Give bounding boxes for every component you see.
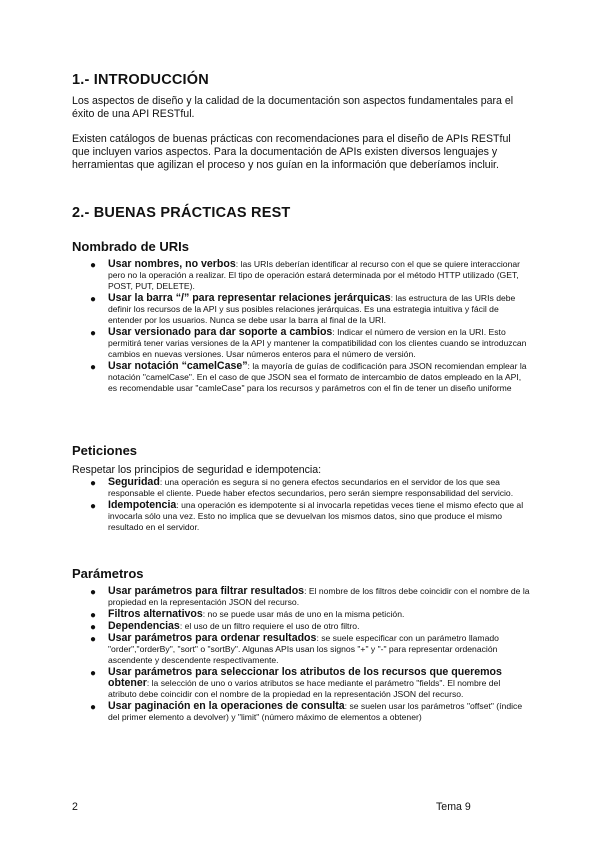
page-number: 2: [72, 801, 78, 813]
bullet-icon: ●: [90, 634, 97, 645]
list-item: ● Idempotencia: una operación es idempotente si al invocarla repetidas veces tiene el mismo efecto que al invocarla sólo una vez. Esto no implica que se devuelvan los mismos datos, sino que produce el mismo resultado en el servidor.: [90, 499, 524, 532]
bullet-icon: ●: [90, 610, 97, 621]
list-item: ● Dependencias: el uso de un filtro requiere el uso de otro filtro.: [90, 620, 360, 633]
uris-list: [72, 259, 530, 395]
bullet-icon: ●: [90, 622, 97, 633]
list-item: ● Usar parámetros para seleccionar los atributos de los recursos que queremos obtener: la selección de uno o varios atributos se hace mediante el parámetro "fields". El nombre del atributo debe coincidir con el nombre de la propiedad en la representación JSON del recurso.: [90, 666, 502, 699]
list-item: ● Seguridad: una operación es segura si no genera efectos secundarios en el servidor de los que sea responsable el cliente. Puede haber efectos secundarios, pero serán siempre responsabilidad del servicio.: [90, 476, 514, 498]
bullet-icon: ●: [90, 668, 97, 679]
intro-paragraph-2: Existen catálogos de buenas prácticas con recomendaciones para el diseño de APIs RESTful que incluyen varios aspectos. Para la documentación de APIs existen diversos lenguajes y herramientas que agilizan el proceso y nos guían en la información que deberíamos incluir.: [72, 133, 511, 171]
intro-heading: 1.- INTRODUCCIÓN: [72, 72, 209, 88]
list-item: ● Usar versionado para dar soporte a cambios: Indicar el número de version en la URI. Esto permitirá tener varias versiones de la API y mantener la compatibilidad con los clientes cuando se introduzcan cambios en nuevas versiones. Usar números enteros para el número de versión.: [90, 326, 527, 359]
bullet-icon: ●: [90, 328, 97, 339]
list-item: ● Usar la barra “/” para representar relaciones jerárquicas: las estructura de las URIs debe definir los recursos de la API y sus posibles relaciones jerárquicas. Es una estrategia intuitiva y fácil de entender por los usuarios. Nunca se debe usar la barra al final de la URI.: [90, 292, 516, 325]
bullet-icon: ●: [90, 501, 97, 512]
peticiones-intro: Respetar los principios de seguridad e idempotencia:: [72, 464, 322, 476]
list-item: ● Filtros alternativos: no se puede usar más de uno en la misma petición.: [90, 608, 405, 621]
uris-heading: Nombrado de URIs: [72, 239, 190, 254]
list-item: ● Usar parámetros para filtrar resultados: El nombre de los filtros debe coincidir con el nombre de la propiedad en la representación JSON del recurso.: [90, 585, 530, 607]
peticiones-list: [72, 477, 530, 534]
list-item: ● Usar parámetros para ordenar resultados: se suele especificar con un parámetro llamado "order","orderBy", "sort" o "sortBy". Algunas APIs usan los signos "+" y "-" para representar ordenación ascendente y descendente respectivamente.: [90, 632, 499, 665]
intro-paragraph-1: Los aspectos de diseño y la calidad de la documentación son aspectos fundamentales para el éxito de una API RESTful.: [72, 95, 514, 120]
bullet-icon: ●: [90, 294, 97, 305]
bullet-icon: ●: [90, 478, 97, 489]
bullet-icon: ●: [90, 587, 97, 598]
practices-heading: 2.- BUENAS PRÁCTICAS REST: [72, 205, 291, 221]
bullet-icon: ●: [90, 362, 97, 373]
chapter-label: Tema 9: [436, 801, 471, 813]
parametros-heading: Parámetros: [72, 566, 144, 581]
list-item: ● Usar nombres, no verbos: las URIs deberían identificar al recurso con el que se quiere interaccionar pero no la operación a realizar. El tipo de operación estará determinada por el método HTTP utilizado (GET, POST, PUT, DELETE).: [90, 258, 520, 291]
list-item: ● Usar notación “camelCase”: la mayoría de guías de codificación para JSON recomiendan emplear la notación "camelCase". En el caso de que JSON sea el formato de intercambio de datos empleado en la API, es recomendable usar "camleCase" para los recursos y parámetros con el fin de tener un diseño uniforme: [90, 360, 527, 393]
peticiones-heading: Peticiones: [72, 443, 138, 458]
list-item: ● Usar paginación en la operaciones de consulta: se suelen usar los parámetros "offset" (índice del primer elemento a devolver) y "limit" (número máximo de elementos a obtener): [90, 700, 523, 722]
parametros-list: [72, 586, 530, 724]
bullet-icon: ●: [90, 260, 97, 271]
bullet-icon: ●: [90, 702, 97, 713]
